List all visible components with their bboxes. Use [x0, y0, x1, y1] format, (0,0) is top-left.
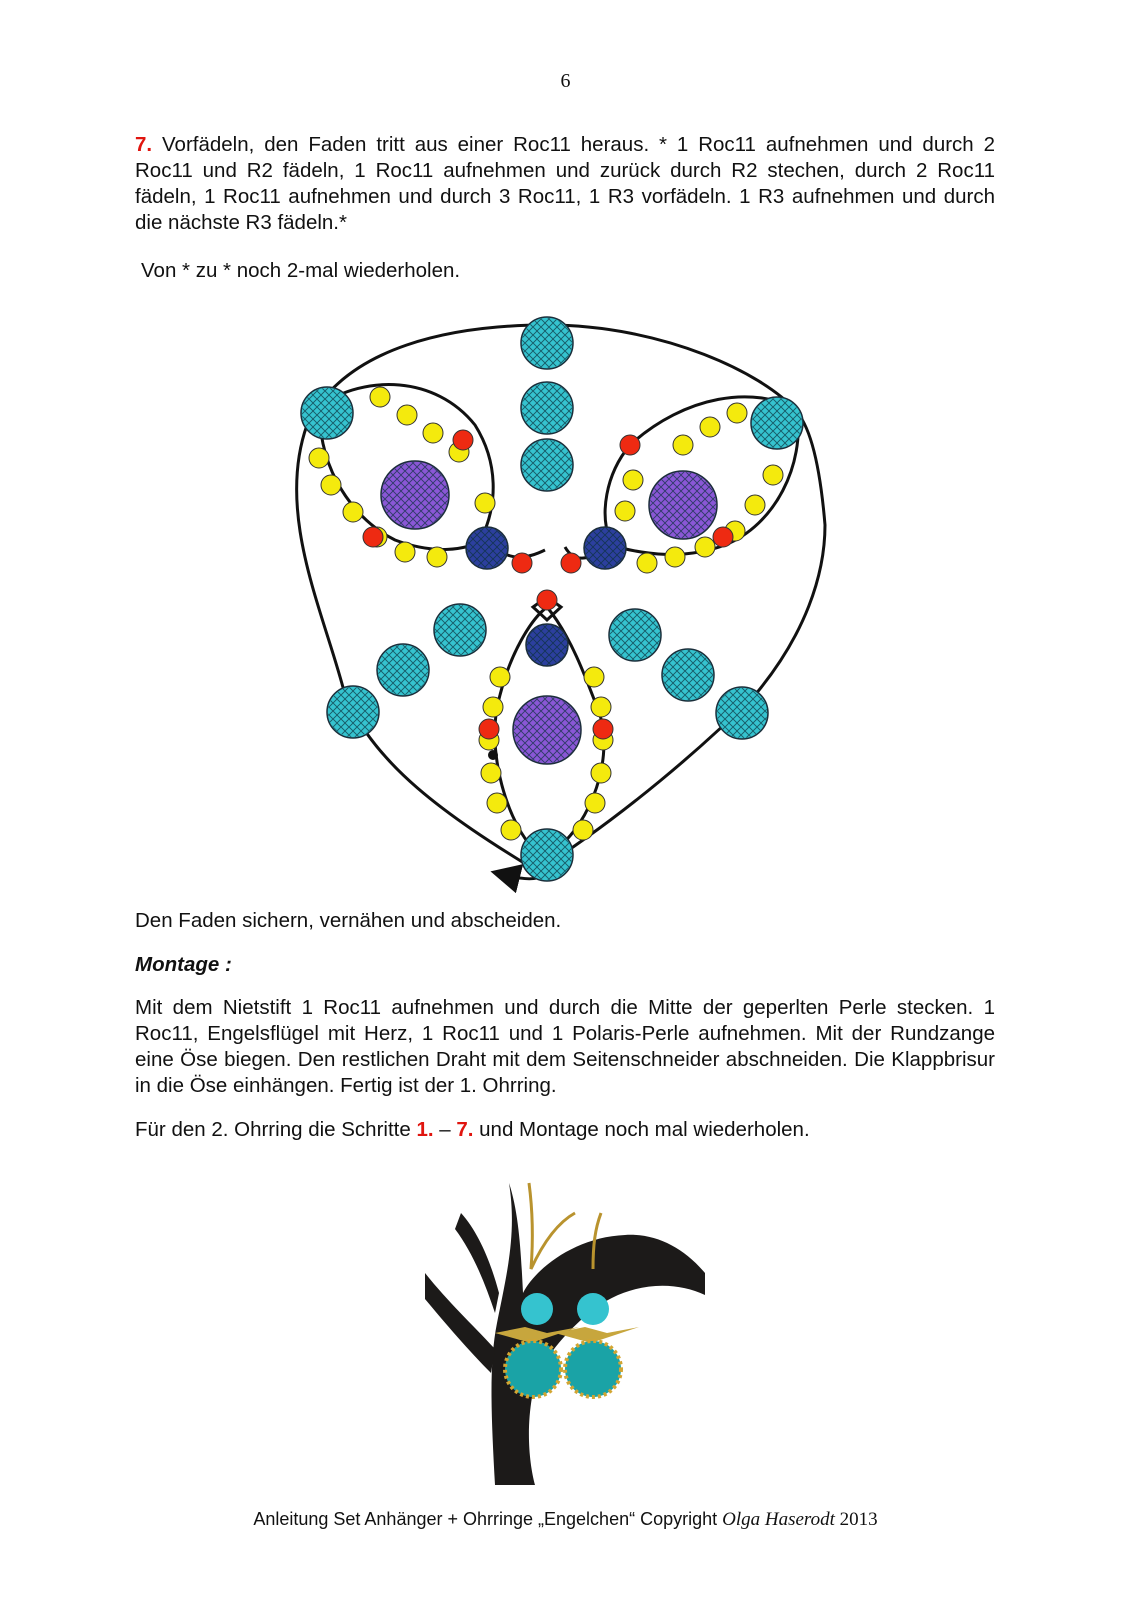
yellow-seed-bead	[637, 553, 657, 573]
red-seed-bead	[453, 430, 473, 450]
footer-text: Anleitung Set Anhänger + Ohrringe „Engelchen“ Copyright	[253, 1509, 723, 1529]
second-earring-instruction	[135, 1117, 995, 1143]
teal-bead-facets	[522, 383, 572, 433]
footer	[0, 1509, 1131, 1531]
step-ref-1: 1.	[416, 1118, 434, 1141]
yellow-seed-bead	[591, 697, 611, 717]
red-seed-bead	[479, 719, 499, 739]
yellow-seed-bead	[623, 470, 643, 490]
navy-bead-facets	[467, 528, 507, 568]
yellow-seed-bead	[370, 387, 390, 407]
yellow-seed-bead	[481, 763, 501, 783]
teal-bead-facets	[328, 687, 378, 737]
yellow-seed-bead	[395, 542, 415, 562]
yellow-seed-bead	[695, 537, 715, 557]
footer-year: 2013	[834, 1509, 878, 1530]
teal-bead-facets	[378, 645, 428, 695]
yellow-seed-bead	[700, 417, 720, 437]
step-7-paragraph	[135, 132, 995, 236]
step-ref-7: 7.	[456, 1118, 474, 1141]
yellow-seed-bead	[763, 465, 783, 485]
yellow-seed-bead	[745, 495, 765, 515]
step-7-number: 7.	[135, 133, 153, 156]
yellow-seed-bead	[423, 423, 443, 443]
footer-author: Olga Haserodt	[722, 1509, 835, 1530]
teal-bead-facets	[610, 610, 660, 660]
teal-bead-facets	[522, 318, 572, 368]
yellow-seed-bead	[309, 448, 329, 468]
page-number: 6	[560, 70, 571, 92]
navy-bead-facets	[527, 625, 567, 665]
repeat-instruction: Von * zu * noch 2-mal wiederholen.	[141, 259, 461, 282]
red-seed-bead	[620, 435, 640, 455]
yellow-seed-bead	[665, 547, 685, 567]
red-seed-bead	[537, 590, 557, 610]
second-earring-text-start: Für den 2. Ohrring die Schritte	[135, 1118, 417, 1141]
teal-bead-facets	[522, 440, 572, 490]
yellow-seed-bead	[475, 493, 495, 513]
navy-bead-facets	[585, 528, 625, 568]
yellow-seed-bead	[397, 405, 417, 425]
yellow-seed-bead	[483, 697, 503, 717]
teal-bead-facets	[522, 830, 572, 880]
teal-bead-facets	[435, 605, 485, 655]
montage-heading: Montage :	[135, 953, 232, 976]
earrings-photo	[425, 1173, 705, 1485]
yellow-seed-bead	[501, 820, 521, 840]
yellow-seed-bead	[585, 793, 605, 813]
thread-start-dot	[488, 750, 498, 760]
yellow-seed-bead	[584, 667, 604, 687]
secure-thread-text: Den Faden sichern, vernähen und abscheiden.	[135, 909, 562, 932]
yellow-seed-bead	[321, 475, 341, 495]
yellow-seed-bead	[673, 435, 693, 455]
yellow-seed-bead	[591, 763, 611, 783]
second-earring-text-end: und Montage noch mal wiederholen.	[473, 1118, 810, 1141]
red-seed-bead	[561, 553, 581, 573]
beading-diagram	[285, 315, 845, 905]
teal-bead-facets	[717, 688, 767, 738]
yellow-seed-bead	[615, 501, 635, 521]
step-range-dash: –	[433, 1118, 457, 1141]
purple-bead-facets	[650, 472, 716, 538]
yellow-seed-bead	[487, 793, 507, 813]
step-7-text: Vorfädeln, den Faden tritt aus einer Roc11 heraus. * 1 Roc11 aufnehmen und durch 2 Roc11 und R2 fädeln, 1 Roc11 aufnehmen und zurück durch R2 stechen, durch 2 Roc11 fädeln, 1 Roc11 aufnehmen und durch 3 Roc11, 1 R3 vorfädeln. 1 R3 aufnehmen und durch die nächste R3 fädeln.*	[135, 133, 995, 234]
purple-bead-facets	[514, 697, 580, 763]
yellow-seed-bead	[573, 820, 593, 840]
yellow-seed-bead	[490, 667, 510, 687]
purple-bead-facets	[382, 462, 448, 528]
red-seed-bead	[713, 527, 733, 547]
yellow-seed-bead	[427, 547, 447, 567]
yellow-seed-bead	[343, 502, 363, 522]
yellow-seed-bead	[727, 403, 747, 423]
montage-paragraph: Mit dem Nietstift 1 Roc11 aufnehmen und durch die Mitte der geperlten Perle stecken. 1 Roc11, Engelsflügel mit Herz, 1 Roc11 und 1 Polaris-Perle aufnehmen. Mit der Rundzange eine Öse biegen. Den restlichen Draht mit dem Seitenschneider abschneiden. Die Klappbrisur in die Öse einhängen. Fertig ist der 1. Ohrring.	[135, 996, 995, 1097]
red-seed-bead	[593, 719, 613, 739]
red-seed-bead	[512, 553, 532, 573]
teal-bead-facets	[302, 388, 352, 438]
teal-bead-facets	[663, 650, 713, 700]
teal-bead-facets	[752, 398, 802, 448]
red-seed-bead	[363, 527, 383, 547]
